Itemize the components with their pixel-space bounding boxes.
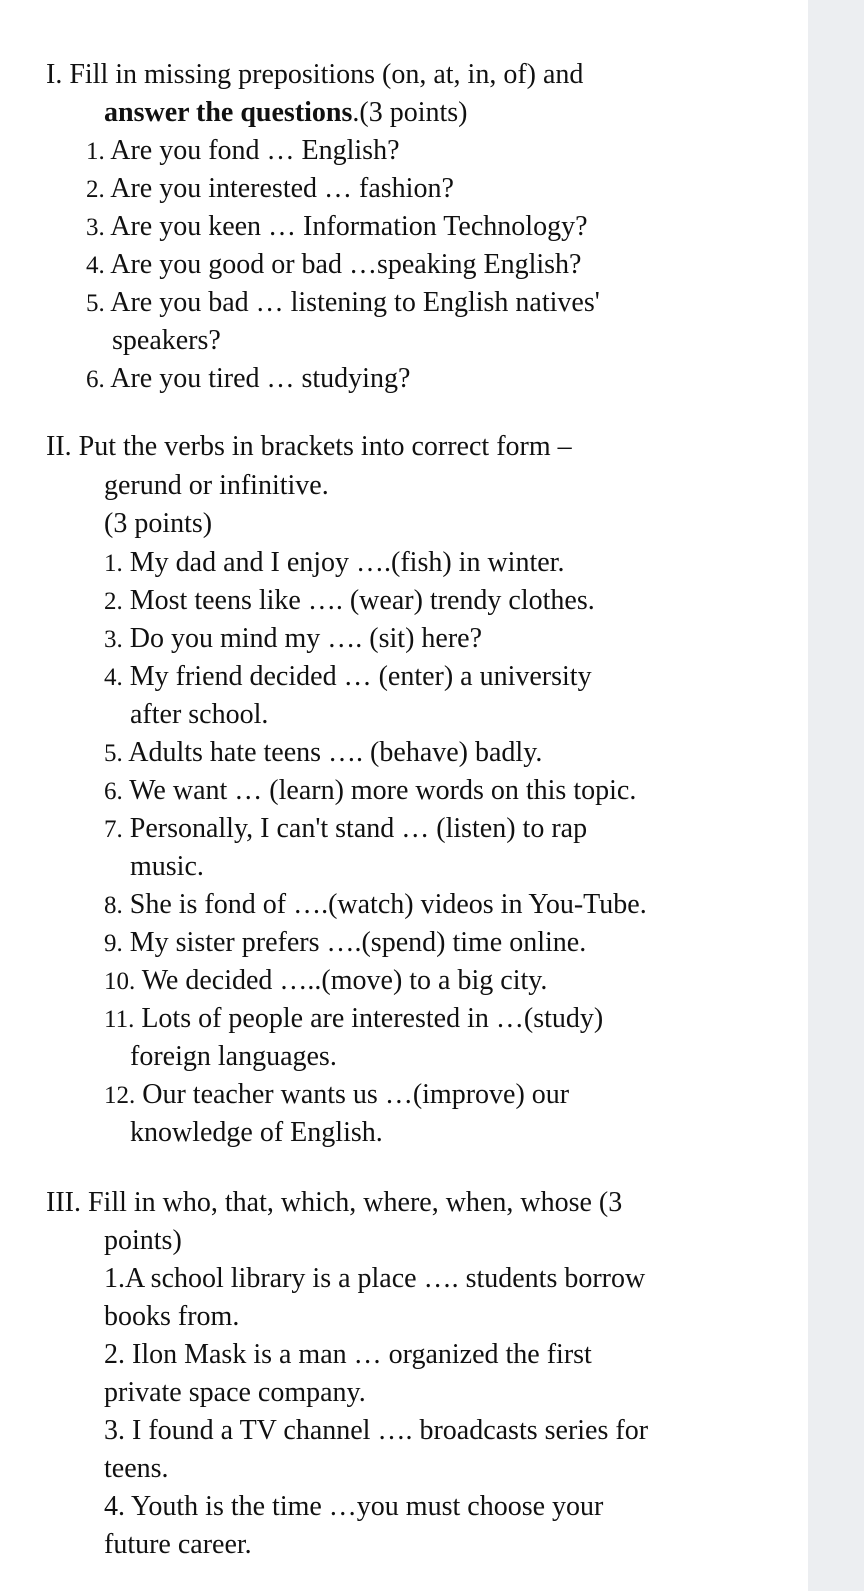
side-panel [808, 0, 864, 1591]
section-1-heading: I. Fill in missing prepositions (on, at, in, of) and [46, 59, 584, 90]
list-item: 10. We decided …..(move) to a big city. [104, 965, 548, 996]
list-item: 3. Do you mind my …. (sit) here? [104, 623, 483, 654]
list-item: 3. Are you keen … Information Technology? [86, 211, 588, 242]
list-item: 1. My dad and I enjoy ….(fish) in winter. [104, 547, 565, 578]
section-3-heading: III. Fill in who, that, which, where, when, whose (3 [46, 1187, 623, 1218]
list-item-continuation: private space company. [104, 1377, 366, 1408]
list-item: 6. We want … (learn) more words on this topic. [104, 775, 637, 806]
list-item-continuation: music. [130, 851, 204, 882]
list-item: 4. My friend decided … (enter) a university [104, 661, 592, 692]
list-item-continuation: teens. [104, 1453, 169, 1484]
list-item: 4. Youth is the time …you must choose your [104, 1491, 604, 1522]
section-1-heading-cont: answer the questions.(3 points) [104, 97, 468, 128]
list-item: 2. Ilon Mask is a man … organized the first [104, 1339, 592, 1370]
list-item: 5. Are you bad … listening to English natives' [86, 287, 600, 318]
list-item: 2. Are you interested … fashion? [86, 173, 454, 204]
list-item: 11. Lots of people are interested in …(study) [104, 1003, 604, 1034]
list-item: 5. Adults hate teens …. (behave) badly. [104, 737, 543, 768]
list-item: 6. Are you tired … studying? [86, 363, 411, 394]
list-item: 4. Are you good or bad …speaking English? [86, 249, 582, 280]
list-item: 9. My sister prefers ….(spend) time online. [104, 927, 587, 958]
list-item: 12. Our teacher wants us …(improve) our [104, 1079, 570, 1110]
section-2-heading: II. Put the verbs in brackets into correct form – [46, 431, 572, 462]
list-item: 1. Are you fond … English? [86, 135, 400, 166]
list-item-continuation: speakers? [112, 325, 221, 356]
list-item-continuation: books from. [104, 1301, 240, 1332]
section-3-heading-cont: points) [104, 1225, 182, 1256]
list-item-continuation: knowledge of English. [130, 1117, 383, 1148]
section-2-points: (3 points) [104, 508, 213, 539]
list-item-continuation: foreign languages. [130, 1041, 337, 1072]
list-item: 7. Personally, I can't stand … (listen) to rap [104, 813, 588, 844]
list-item-continuation: after school. [130, 699, 269, 730]
list-item: 1.A school library is a place …. students borrow [104, 1263, 646, 1294]
list-item: 8. She is fond of ….(watch) videos in You-Tube. [104, 889, 647, 920]
section-2-heading-cont: gerund or infinitive. [104, 470, 329, 501]
list-item-continuation: future career. [104, 1529, 252, 1560]
list-item: 2. Most teens like …. (wear) trendy clothes. [104, 585, 595, 616]
list-item: 3. I found a TV channel …. broadcasts series for [104, 1415, 649, 1446]
